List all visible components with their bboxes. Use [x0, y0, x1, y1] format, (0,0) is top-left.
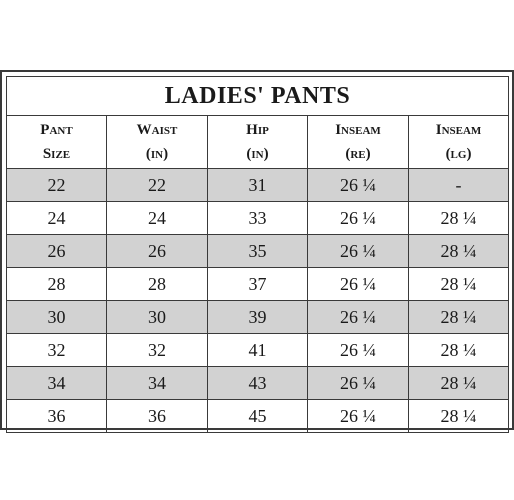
- title-row: [7, 77, 509, 116]
- table-row: [7, 268, 509, 301]
- cell-waist: 36: [107, 400, 208, 433]
- header-line2: Size: [42, 146, 71, 162]
- cell-inseam-re: 26 ¼: [308, 367, 409, 400]
- cell-inseam-lg: 28 ¼: [409, 235, 509, 268]
- cell-pant-size: 22: [7, 169, 107, 202]
- cell-hip: 31: [208, 169, 308, 202]
- header-line2: (re): [345, 146, 371, 162]
- cell-inseam-lg: 28 ¼: [409, 367, 509, 400]
- table-row: [7, 202, 509, 235]
- cell-pant-size: 26: [7, 235, 107, 268]
- cell-inseam-lg: 28 ¼: [409, 268, 509, 301]
- cell-waist: 28: [107, 268, 208, 301]
- cell-waist: 32: [107, 334, 208, 367]
- cell-hip: 37: [208, 268, 308, 301]
- table-title: LADIES' PANTS: [7, 77, 509, 116]
- header-line1: Waist: [136, 122, 178, 138]
- header-line1: Inseam: [435, 122, 482, 138]
- cell-inseam-re: 26 ¼: [308, 334, 409, 367]
- table-row: [7, 400, 509, 433]
- header-inseam-lg: [409, 116, 509, 169]
- cell-waist: 22: [107, 169, 208, 202]
- cell-pant-size: 30: [7, 301, 107, 334]
- cell-hip: 45: [208, 400, 308, 433]
- cell-inseam-re: 26 ¼: [308, 202, 409, 235]
- cell-pant-size: 32: [7, 334, 107, 367]
- cell-inseam-re: 26 ¼: [308, 400, 409, 433]
- cell-pant-size: 36: [7, 400, 107, 433]
- cell-hip: 43: [208, 367, 308, 400]
- size-chart-frame: [0, 70, 514, 430]
- cell-inseam-lg: -: [409, 169, 509, 202]
- header-waist: [107, 116, 208, 169]
- cell-inseam-re: 26 ¼: [308, 169, 409, 202]
- header-inseam-re: [308, 116, 409, 169]
- header-line2: (in): [145, 146, 169, 162]
- cell-waist: 26: [107, 235, 208, 268]
- cell-inseam-re: 26 ¼: [308, 301, 409, 334]
- header-line2: (lg): [445, 146, 472, 162]
- cell-pant-size: 28: [7, 268, 107, 301]
- cell-waist: 34: [107, 367, 208, 400]
- table-row: [7, 334, 509, 367]
- cell-inseam-lg: 28 ¼: [409, 202, 509, 235]
- cell-hip: 35: [208, 235, 308, 268]
- cell-hip: 33: [208, 202, 308, 235]
- cell-pant-size: 34: [7, 367, 107, 400]
- header-line1: Inseam: [335, 122, 381, 138]
- cell-pant-size: 24: [7, 202, 107, 235]
- table-row: [7, 301, 509, 334]
- table-row: [7, 235, 509, 268]
- header-line1: Hip: [246, 122, 269, 138]
- cell-inseam-lg: 28 ¼: [409, 334, 509, 367]
- cell-hip: 39: [208, 301, 308, 334]
- cell-inseam-lg: 28 ¼: [409, 400, 509, 433]
- ladies-pants-size-table: [6, 76, 509, 433]
- table-row: [7, 367, 509, 400]
- cell-hip: 41: [208, 334, 308, 367]
- cell-inseam-lg: 28 ¼: [409, 301, 509, 334]
- header-hip: [208, 116, 308, 169]
- cell-waist: 24: [107, 202, 208, 235]
- cell-inseam-re: 26 ¼: [308, 268, 409, 301]
- cell-inseam-re: 26 ¼: [308, 235, 409, 268]
- header-line2: (in): [246, 146, 269, 162]
- header-row: [7, 116, 509, 169]
- cell-waist: 30: [107, 301, 208, 334]
- table-row: [7, 169, 509, 202]
- header-line1: Pant: [40, 122, 73, 138]
- header-pant-size: [7, 116, 107, 169]
